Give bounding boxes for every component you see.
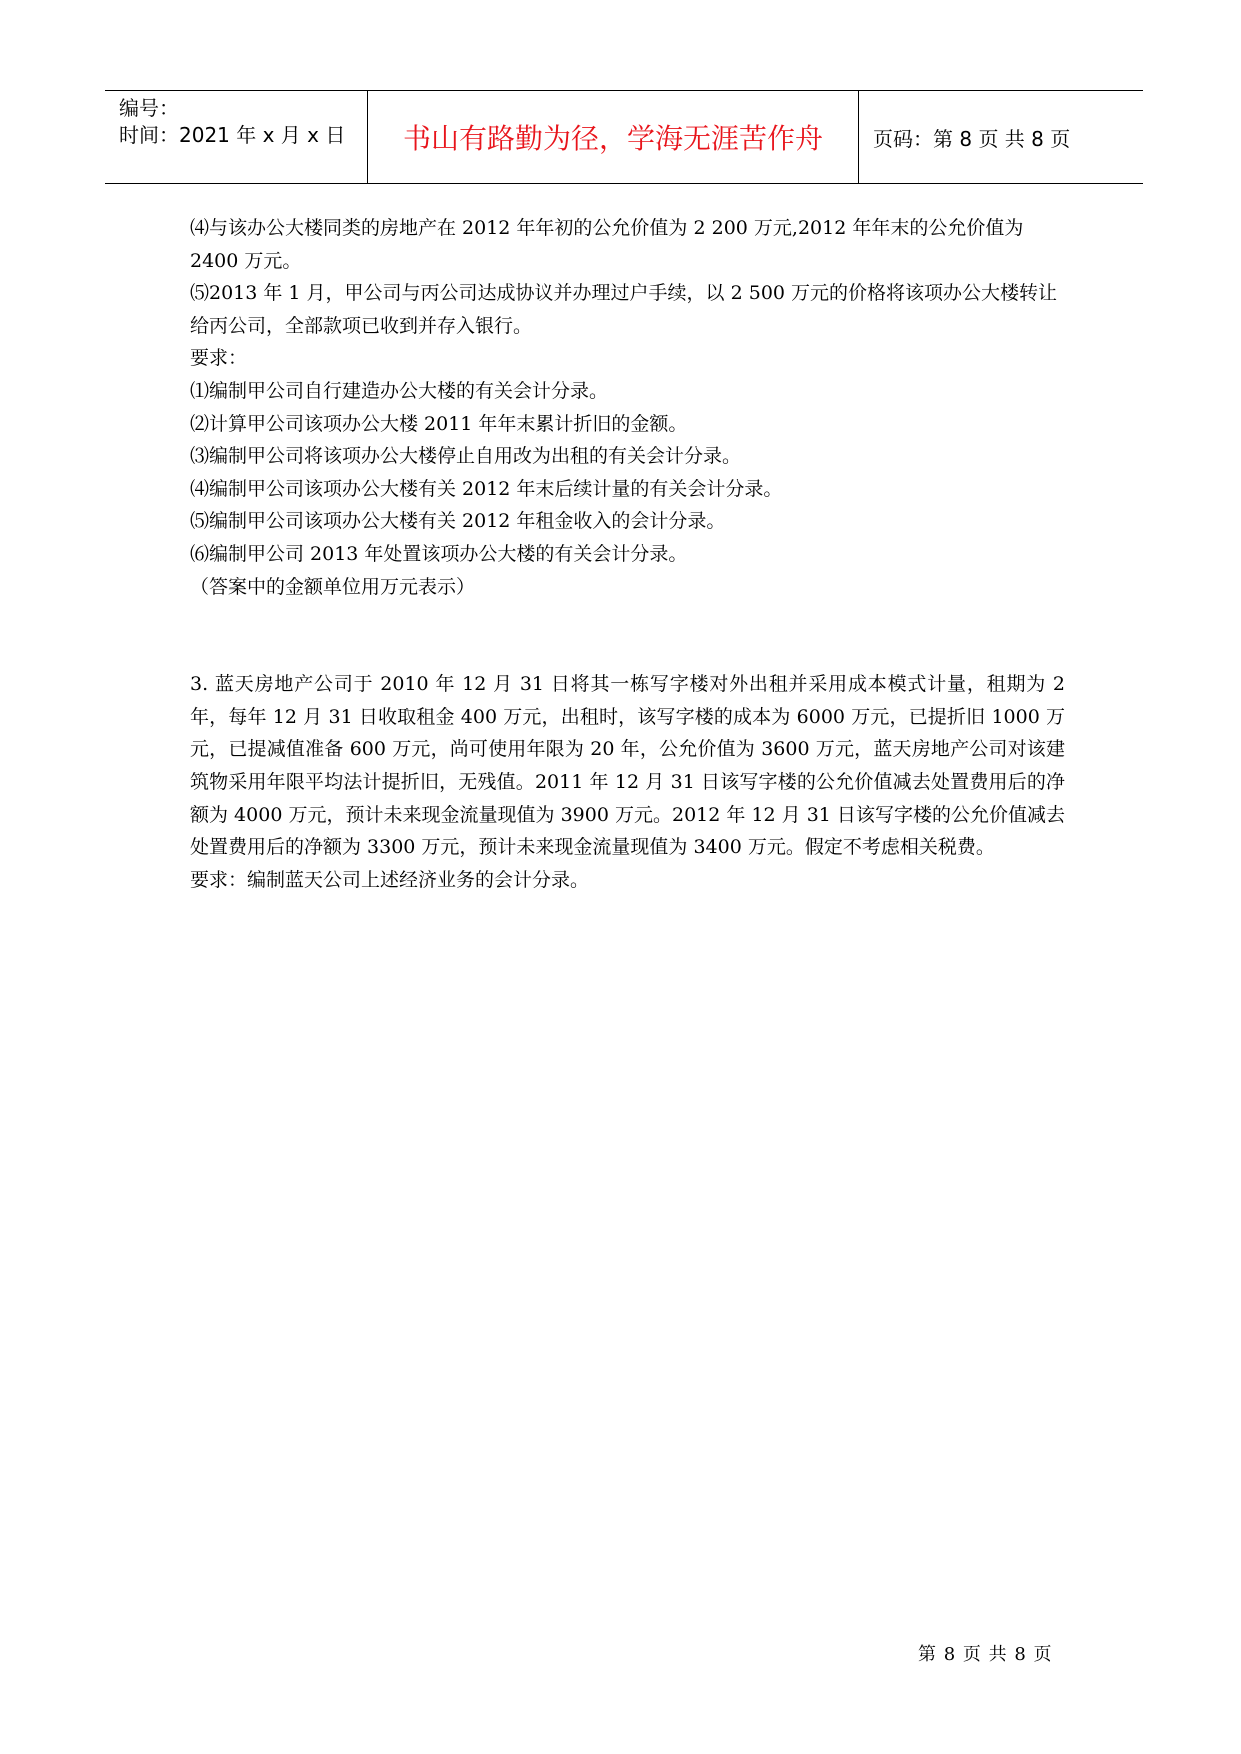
page-header [105,90,1143,184]
paragraph-item-5: ⑸2013 年 1 月，甲公司与丙公司达成协议并办理过户手续，以 2 500 万元的价格将该项办公大楼转让给丙公司，全部款项已收到并存入银行。 [190,282,1058,337]
requirement-1: ⑴编制甲公司自行建造办公大楼的有关会计分录。 [190,379,609,402]
page-label: 页码：第 8 页 共 8 页 [873,126,1071,151]
requirement-6: ⑹编制甲公司 2013 年处置该项办公大楼的有关会计分录。 [190,542,688,565]
paragraph-gap [190,603,1065,668]
header-page-cell [859,91,1143,183]
header-info-cell [105,91,368,183]
question-3-requirement: 要求：编制蓝天公司上述经济业务的会计分录。 [190,868,590,891]
number-label: 编号： [119,96,179,120]
motto-text: 书山有路勤为径，学海无涯苦作舟 [402,122,823,155]
paragraph-item-4: ⑷与该办公大楼同类的房地产在 2012 年年初的公允价值为 2 200 万元,2012 年年末的公允价值为 2400 万元。 [190,217,1024,272]
requirement-heading: 要求： [190,347,248,370]
page-footer: 第 8 页 共 8 页 [918,1644,1053,1665]
unit-note: （答案中的金额单位用万元表示） [190,575,476,598]
question-3-text: 3. 蓝天房地产公司于 2010 年 12 月 31 日将其一栋写字楼对外出租并采用成本模式计量，租期为 2 年，每年 12 月 31 日收取租金 400 万元，出租时，该写字楼的成本为 6000 万元，已提折旧 1000 万元，已提减值准备 600 万元，尚可使用年限为 20 年，公允价值为 3600 万元，蓝天房地产公司对该建筑物采用年限平均法计提折旧，无残值。2011 年 12 月 31 日该写字楼的公允价值减去处置费用后的净额为 4000 万元，预计未来现金流量现值为 3900 万元。2012 年 12 月 31 日该写字楼的公允价值减去处置费用后的净额为 3300 万元，预计未来现金流量现值为 3400 万元。假定不考虑相关税费。 [190,673,1065,859]
requirement-4: ⑷编制甲公司该项办公大楼有关 2012 年末后续计量的有关会计分录。 [190,477,783,500]
document-body [190,212,1065,896]
requirement-2: ⑵计算甲公司该项办公大楼 2011 年年末累计折旧的金额。 [190,412,688,435]
requirement-5: ⑸编制甲公司该项办公大楼有关 2012 年租金收入的会计分录。 [190,510,726,533]
time-label: 时间：2021 年 x 月 x 日 [119,123,346,147]
requirement-3: ⑶编制甲公司将该项办公大楼停止自用改为出租的有关会计分录。 [190,445,742,468]
header-motto-cell [368,91,859,183]
